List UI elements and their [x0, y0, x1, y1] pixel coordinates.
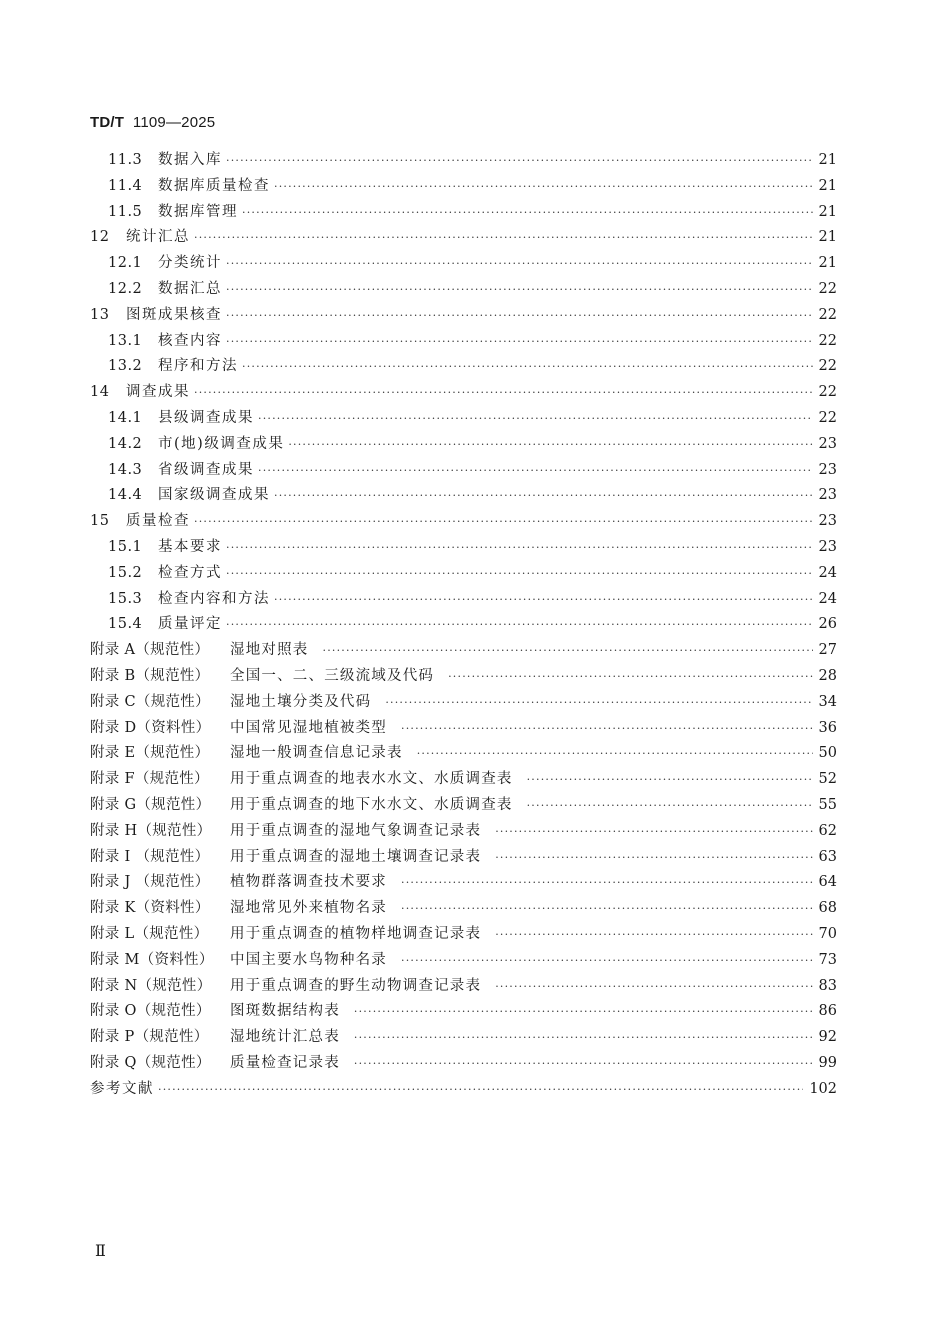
toc-entry-title: 检查方式 [158, 564, 222, 581]
toc-leader-dots [401, 722, 813, 735]
standard-number: 1109—2025 [132, 114, 216, 131]
toc-leader-dots [226, 541, 813, 554]
toc-leader-dots [401, 902, 813, 915]
toc-leader-dots [242, 360, 813, 373]
toc-leader-dots [495, 825, 812, 838]
toc-leader-dots [226, 154, 813, 167]
toc-entry-number: 附录 J （规范性） [90, 874, 210, 891]
toc-entry-page: 23 [818, 435, 837, 452]
toc-leader-dots [194, 515, 813, 528]
toc-entry-page: 26 [818, 616, 837, 633]
toc-entry-page: 73 [818, 951, 837, 968]
toc-leader-dots [226, 309, 813, 322]
toc-entry-page: 55 [818, 796, 837, 813]
document-header [90, 114, 215, 131]
toc-entry[interactable] [90, 612, 837, 638]
toc-entry[interactable] [90, 793, 837, 819]
toc-entry[interactable] [90, 251, 837, 277]
toc-leader-dots [226, 257, 813, 270]
toc-entry[interactable] [90, 509, 837, 535]
toc-entry-number: 14.2 [108, 435, 143, 452]
toc-leader-dots [274, 593, 813, 606]
toc-entry-title: 检查内容和方法 [158, 590, 270, 607]
toc-entry-title: 质量检查 [126, 513, 190, 530]
toc-entry-title: 湿地对照表 [230, 642, 309, 659]
toc-leader-dots [226, 335, 813, 348]
toc-entry-page: 62 [818, 822, 837, 839]
toc-entry-page: 27 [818, 642, 837, 659]
toc-entry-page: 24 [818, 564, 837, 581]
toc-leader-dots [354, 1057, 813, 1070]
toc-entry[interactable] [90, 741, 837, 767]
toc-entry-page: 21 [818, 152, 837, 168]
toc-leader-dots [226, 618, 813, 631]
toc-entry[interactable] [90, 870, 837, 896]
toc-entry[interactable] [90, 174, 837, 200]
toc-entry-page: 70 [818, 925, 837, 942]
toc-entry-page: 24 [818, 590, 837, 607]
toc-entry-number: 14.3 [108, 461, 143, 478]
toc-entry-number: 附录 L（规范性） [90, 925, 209, 942]
toc-entry-number: 14 [90, 384, 110, 401]
toc-entry-page: 21 [818, 203, 837, 220]
toc-entry[interactable] [90, 974, 837, 1000]
toc-leader-dots [527, 799, 813, 812]
toc-entry-number: 15 [90, 513, 110, 530]
toc-entry[interactable] [90, 329, 837, 355]
toc-entry-number: 附录 A（规范性） [90, 642, 210, 659]
toc-entry-number: 11.5 [108, 203, 143, 220]
toc-entry-page: 50 [818, 745, 837, 762]
table-of-contents [90, 148, 837, 1102]
toc-entry-page: 52 [818, 771, 837, 788]
toc-leader-dots [527, 773, 813, 786]
toc-entry-title: 省级调查成果 [158, 461, 254, 478]
toc-leader-dots [242, 206, 813, 219]
toc-entry[interactable] [90, 716, 837, 742]
toc-leader-dots [495, 928, 812, 941]
toc-entry-title: 调查成果 [126, 384, 190, 401]
toc-entry-number: 13 [90, 306, 110, 323]
toc-leader-dots [258, 412, 813, 425]
toc-entry-title: 用于重点调查的湿地土壤调查记录表 [230, 848, 482, 865]
toc-entry[interactable] [90, 354, 837, 380]
toc-entry[interactable] [90, 845, 837, 871]
toc-entry-page: 22 [818, 358, 837, 375]
toc-entry-title: 植物群落调查技术要求 [230, 874, 387, 891]
toc-entry-number: 附录 C（规范性） [90, 693, 210, 710]
toc-entry-number: 13.1 [108, 332, 143, 349]
toc-entry[interactable] [90, 922, 837, 948]
toc-entry-number: 11.4 [108, 177, 143, 194]
toc-entry-number: 附录 B（规范性） [90, 667, 210, 684]
toc-entry-number: 附录 D（资料性） [90, 719, 211, 736]
toc-entry-title: 数据库质量检查 [158, 177, 270, 194]
toc-entry-number: 12.1 [108, 255, 143, 272]
toc-entry[interactable] [90, 380, 837, 406]
toc-entry[interactable] [90, 690, 837, 716]
toc-entry-number: 13.2 [108, 358, 143, 375]
toc-entry-page: 64 [818, 874, 837, 891]
toc-entry-title: 参考文献 [90, 1080, 154, 1097]
toc-entry-page: 68 [818, 900, 837, 917]
toc-entry-page: 86 [818, 1003, 837, 1020]
toc-entry-number: 12.2 [108, 280, 143, 297]
toc-entry[interactable] [90, 535, 837, 561]
toc-leader-dots [194, 231, 813, 244]
toc-entry-title: 数据入库 [158, 152, 222, 168]
standard-code: TD/T [90, 114, 125, 131]
toc-leader-dots [385, 696, 812, 709]
toc-entry[interactable] [90, 277, 837, 303]
toc-entry-title: 用于重点调查的野生动物调查记录表 [230, 977, 482, 994]
toc-entry[interactable] [90, 1025, 837, 1051]
toc-entry[interactable] [90, 664, 837, 690]
toc-entry-page: 23 [818, 487, 837, 504]
toc-entry-page: 22 [818, 409, 837, 426]
toc-leader-dots [323, 644, 813, 657]
toc-entry-number: 附录 H（规范性） [90, 822, 212, 839]
toc-entry-number: 附录 O（规范性） [90, 1003, 211, 1020]
toc-entry-title: 图斑数据结构表 [230, 1003, 340, 1020]
toc-leader-dots [288, 438, 812, 451]
toc-leader-dots [417, 747, 813, 760]
toc-leader-dots [258, 464, 813, 477]
toc-entry-title: 统计汇总 [126, 229, 190, 246]
toc-entry-number: 12 [90, 229, 110, 246]
toc-leader-dots [274, 180, 813, 193]
toc-leader-dots [495, 851, 812, 864]
toc-entry-page: 21 [818, 255, 837, 272]
toc-entry[interactable] [90, 406, 837, 432]
toc-entry-title: 湿地一般调查信息记录表 [230, 745, 403, 762]
toc-entry[interactable] [90, 999, 837, 1025]
toc-entry-page: 83 [818, 977, 837, 994]
toc-entry[interactable] [90, 587, 837, 613]
toc-entry-page: 102 [809, 1080, 837, 1097]
toc-leader-dots [354, 1005, 813, 1018]
toc-leader-dots [354, 1031, 813, 1044]
toc-entry-title: 质量检查记录表 [230, 1054, 340, 1071]
toc-entry-page: 21 [818, 229, 837, 246]
toc-entry-title: 基本要求 [158, 538, 222, 555]
toc-leader-dots [495, 980, 812, 993]
toc-entry-number: 附录 K（资料性） [90, 900, 210, 917]
toc-entry-number: 附录 F（规范性） [90, 771, 209, 788]
toc-entry-page: 23 [818, 461, 837, 478]
toc-entry[interactable] [90, 225, 837, 251]
toc-entry-title: 湿地土壤分类及代码 [230, 693, 372, 710]
toc-entry[interactable] [90, 148, 837, 174]
toc-entry-number: 附录 I （规范性） [90, 848, 210, 865]
toc-entry-page: 22 [818, 306, 837, 323]
toc-entry-title: 数据汇总 [158, 280, 222, 297]
toc-entry-page: 36 [818, 719, 837, 736]
page-number-footer: Ⅱ [95, 1243, 106, 1260]
toc-entry-page: 22 [818, 384, 837, 401]
toc-leader-dots [194, 386, 813, 399]
toc-entry-number: 11.3 [108, 152, 143, 168]
toc-entry[interactable] [90, 1051, 837, 1077]
toc-entry-number: 15.2 [108, 564, 143, 581]
toc-entry-number: 15.1 [108, 538, 143, 555]
toc-leader-dots [274, 489, 813, 502]
toc-entry-title: 全国一、二、三级流域及代码 [230, 667, 435, 684]
toc-entry-number: 附录 N（规范性） [90, 977, 212, 994]
toc-entry-page: 23 [818, 513, 837, 530]
toc-entry-title: 国家级调查成果 [158, 487, 270, 504]
toc-entry[interactable] [90, 200, 837, 226]
toc-entry-page: 99 [818, 1054, 837, 1071]
toc-entry-title: 中国主要水鸟物种名录 [230, 951, 387, 968]
toc-entry-page: 63 [818, 848, 837, 865]
toc-entry-title: 分类统计 [158, 255, 222, 272]
toc-leader-dots [226, 567, 813, 580]
toc-entry-title: 湿地常见外来植物名录 [230, 900, 387, 917]
toc-entry-number: 附录 Q（规范性） [90, 1054, 211, 1071]
toc-entry[interactable] [90, 767, 837, 793]
toc-leader-dots [226, 283, 813, 296]
toc-leader-dots [401, 954, 813, 967]
toc-entry-title: 程序和方法 [158, 358, 238, 375]
toc-entry-page: 23 [818, 538, 837, 555]
toc-entry-number: 15.3 [108, 590, 143, 607]
toc-entry-title: 核查内容 [158, 332, 222, 349]
toc-entry[interactable] [90, 1077, 837, 1103]
toc-entry[interactable] [90, 819, 837, 845]
toc-leader-dots [158, 1083, 803, 1096]
toc-entry[interactable] [90, 561, 837, 587]
toc-entry-page: 28 [818, 667, 837, 684]
toc-entry-title: 用于重点调查的植物样地调查记录表 [230, 925, 482, 942]
toc-leader-dots [401, 876, 813, 889]
toc-entry-number: 14.4 [108, 487, 143, 504]
toc-entry-page: 22 [818, 280, 837, 297]
toc-entry[interactable] [90, 458, 837, 484]
toc-entry[interactable] [90, 303, 837, 329]
toc-entry-number: 14.1 [108, 409, 143, 426]
toc-entry-number: 附录 P（规范性） [90, 1029, 209, 1046]
toc-entry-title: 市(地)级调查成果 [158, 435, 285, 452]
toc-entry-title: 湿地统计汇总表 [230, 1029, 340, 1046]
toc-entry-title: 中国常见湿地植被类型 [230, 719, 387, 736]
toc-entry[interactable] [90, 483, 837, 509]
toc-entry-page: 92 [818, 1029, 837, 1046]
toc-entry[interactable] [90, 948, 837, 974]
toc-entry[interactable] [90, 896, 837, 922]
toc-entry[interactable] [90, 638, 837, 664]
toc-entry-page: 34 [818, 693, 837, 710]
toc-entry-number: 附录 M（资料性） [90, 951, 214, 968]
toc-entry-number: 附录 G（规范性） [90, 796, 211, 813]
toc-entry-title: 县级调查成果 [158, 409, 254, 426]
toc-entry-number: 附录 E（规范性） [90, 745, 210, 762]
toc-entry-title: 质量评定 [158, 616, 222, 633]
toc-entry-page: 21 [818, 177, 837, 194]
toc-entry-title: 用于重点调查的湿地气象调查记录表 [230, 822, 482, 839]
toc-entry-title: 图斑成果核查 [126, 306, 222, 323]
toc-leader-dots [448, 670, 812, 683]
toc-entry-title: 用于重点调查的地表水水文、水质调查表 [230, 771, 513, 788]
toc-entry-title: 数据库管理 [158, 203, 238, 220]
toc-entry-title: 用于重点调查的地下水水文、水质调查表 [230, 796, 513, 813]
toc-entry-number: 15.4 [108, 616, 143, 633]
toc-entry[interactable] [90, 432, 837, 458]
toc-entry-page: 22 [818, 332, 837, 349]
